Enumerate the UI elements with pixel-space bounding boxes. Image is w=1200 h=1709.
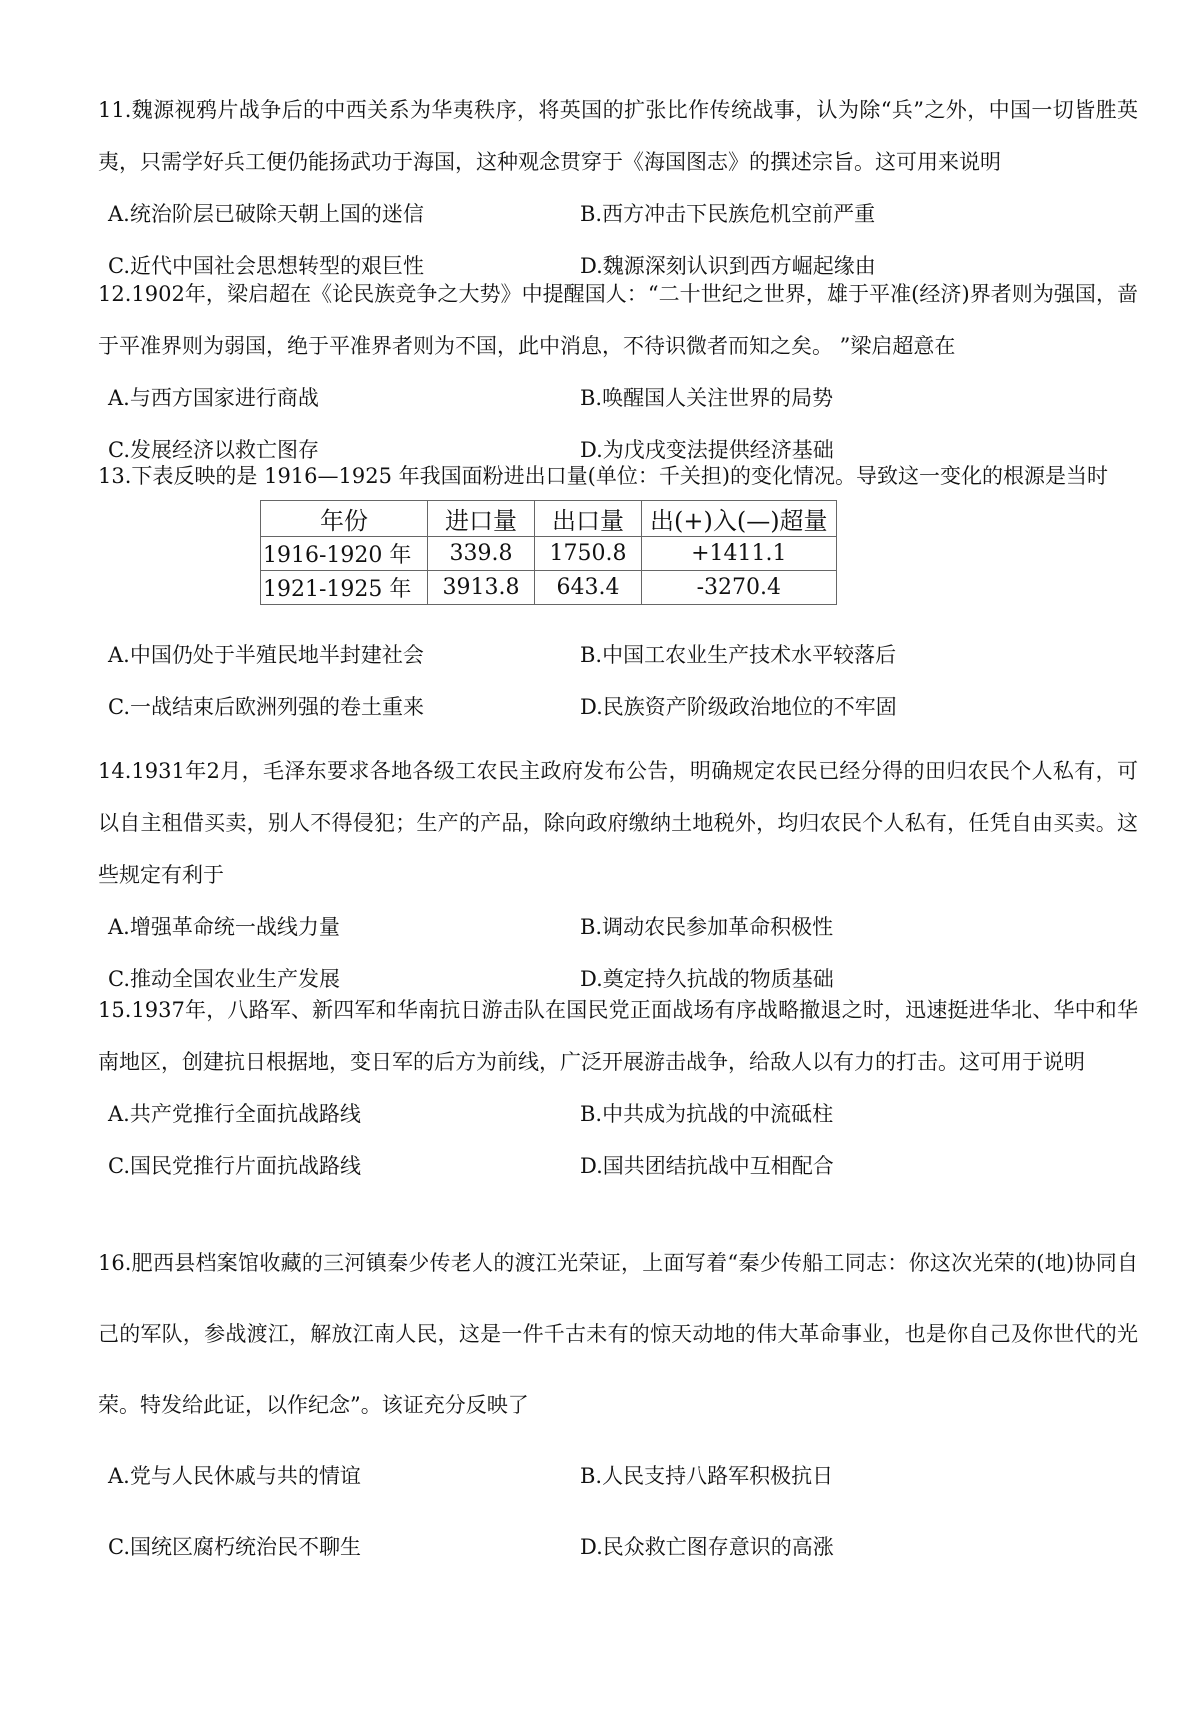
option-d[interactable]: D.民族资产阶级政治地位的不牢固 bbox=[580, 695, 897, 719]
option-b[interactable]: B.中共成为抗战的中流砥柱 bbox=[580, 1102, 834, 1126]
option-d[interactable]: D.奠定持久抗战的物质基础 bbox=[580, 967, 834, 991]
options-row bbox=[98, 1140, 1138, 1192]
option-d[interactable]: D.国共团结抗战中互相配合 bbox=[580, 1154, 834, 1178]
question-stem bbox=[98, 1228, 1138, 1441]
table-cell: 1916-1920 年 bbox=[261, 537, 428, 571]
question-text: 1931年2月，毛泽东要求各地各级工农民主政府发布公告，明确规定农民已经分得的田归农民个人私有，可以自主租借买卖，别人不得侵犯；生产的产品，除向政府缴纳土地税外，均归农民个人私有，任凭自由买卖。这些规定有利于 bbox=[98, 759, 1138, 887]
option-a[interactable]: A.与西方国家进行商战 bbox=[108, 386, 319, 410]
table-header-cell: 出口量 bbox=[535, 501, 642, 537]
table-row bbox=[261, 537, 837, 571]
table-header-row bbox=[261, 501, 837, 537]
options-row bbox=[98, 188, 1138, 240]
question-15 bbox=[98, 984, 1138, 1192]
question-number: 13. bbox=[98, 464, 132, 488]
option-c[interactable]: C.近代中国社会思想转型的艰巨性 bbox=[108, 254, 424, 278]
options-row bbox=[98, 901, 1138, 953]
option-c[interactable]: C.推动全国农业生产发展 bbox=[108, 967, 340, 991]
options-row bbox=[98, 1512, 1138, 1583]
option-a[interactable]: A.增强革命统一战线力量 bbox=[108, 915, 340, 939]
question-number: 11. bbox=[98, 98, 132, 122]
question-12 bbox=[98, 268, 1138, 476]
option-b[interactable]: B.唤醒国人关注世界的局势 bbox=[580, 386, 834, 410]
question-number: 16. bbox=[98, 1251, 132, 1275]
options-row bbox=[98, 1088, 1138, 1140]
option-c[interactable]: C.发展经济以救亡图存 bbox=[108, 438, 319, 462]
options bbox=[98, 1441, 1138, 1583]
option-a[interactable]: A.党与人民休戚与共的情谊 bbox=[108, 1464, 361, 1488]
option-c[interactable]: C.一战结束后欧洲列强的卷土重来 bbox=[108, 695, 424, 719]
table-cell: 643.4 bbox=[535, 571, 642, 605]
options-row bbox=[98, 372, 1138, 424]
option-b[interactable]: B.西方冲击下民族危机空前严重 bbox=[580, 202, 876, 226]
option-a[interactable]: A.中国仍处于半殖民地半封建社会 bbox=[108, 643, 424, 667]
option-b[interactable]: B.中国工农业生产技术水平较落后 bbox=[580, 643, 897, 667]
question-number: 12. bbox=[98, 282, 132, 306]
table-cell: 1750.8 bbox=[535, 537, 642, 571]
question-13 bbox=[98, 454, 1138, 733]
table-header-cell: 出(+)入(—)超量 bbox=[642, 501, 837, 537]
question-text: 肥西县档案馆收藏的三河镇秦少传老人的渡江光荣证，上面写着“秦少传船工同志：你这次光荣的(地)协同自己的军队，参战渡江，解放江南人民，这是一件千古未有的惊天动地的伟大革命事业，也是你自己及你世代的光荣。特发给此证，以作纪念”。该证充分反映了 bbox=[98, 1251, 1138, 1417]
option-d[interactable]: D.魏源深刻认识到西方崛起缘由 bbox=[580, 254, 876, 278]
question-stem bbox=[98, 745, 1138, 901]
question-text: 魏源视鸦片战争后的中西关系为华夷秩序，将英国的扩张比作传统战事，认为除“兵”之外，中国一切皆胜英夷，只需学好兵工便仍能扬武功于海国，这种观念贯穿于《海国图志》的撰述宗旨。这可用来说明 bbox=[98, 98, 1138, 174]
question-text: 下表反映的是 1916—1925 年我国面粉进出口量(单位：千关担)的变化情况。导致这一变化的根源是当时 bbox=[131, 464, 1109, 488]
import-export-table bbox=[260, 500, 837, 605]
option-a[interactable]: A.共产党推行全面抗战路线 bbox=[108, 1102, 361, 1126]
question-text: 1937年，八路军、新四军和华南抗日游击队在国民党正面战场有序战略撤退之时，迅速挺进华北、华中和华南地区，创建抗日根据地，变日军的后方为前线，广泛开展游击战争，给敌人以有力的打击。这可用于说明 bbox=[98, 998, 1138, 1074]
table-cell: +1411.1 bbox=[642, 537, 837, 571]
option-d[interactable]: D.为戊戌变法提供经济基础 bbox=[580, 438, 834, 462]
option-b[interactable]: B.人民支持八路军积极抗日 bbox=[580, 1464, 834, 1488]
question-text: 1902年，梁启超在《论民族竞争之大势》中提醒国人：“二十世纪之世界，雄于平准(经济)界者则为强国，啬于平准界则为弱国，绝于平准界者则为不国，此中消息，不待识微者而知之矣。 ”梁启超意在 bbox=[98, 282, 1138, 358]
question-14 bbox=[98, 745, 1138, 1005]
option-c[interactable]: C.国统区腐朽统治民不聊生 bbox=[108, 1535, 361, 1559]
table-row bbox=[261, 571, 837, 605]
option-a[interactable]: A.统治阶层已破除天朝上国的迷信 bbox=[108, 202, 424, 226]
option-d[interactable]: D.民众救亡图存意识的高涨 bbox=[580, 1535, 834, 1559]
table-cell: 339.8 bbox=[428, 537, 535, 571]
question-stem bbox=[98, 268, 1138, 372]
question-11 bbox=[98, 84, 1138, 292]
options-row bbox=[98, 1441, 1138, 1512]
option-b[interactable]: B.调动农民参加革命积极性 bbox=[580, 915, 834, 939]
option-c[interactable]: C.国民党推行片面抗战路线 bbox=[108, 1154, 361, 1178]
options bbox=[98, 629, 1138, 733]
table-header-cell: 进口量 bbox=[428, 501, 535, 537]
question-stem bbox=[98, 84, 1138, 188]
question-16 bbox=[98, 1228, 1138, 1583]
options-row bbox=[98, 629, 1138, 681]
table-header-cell: 年份 bbox=[261, 501, 428, 537]
question-number: 15. bbox=[98, 998, 132, 1022]
options bbox=[98, 1088, 1138, 1192]
table-cell: 3913.8 bbox=[428, 571, 535, 605]
question-number: 14. bbox=[98, 759, 132, 783]
question-stem bbox=[98, 984, 1138, 1088]
options-row bbox=[98, 681, 1138, 733]
table-cell: 1921-1925 年 bbox=[261, 571, 428, 605]
table-cell: -3270.4 bbox=[642, 571, 837, 605]
question-stem bbox=[98, 454, 1138, 498]
